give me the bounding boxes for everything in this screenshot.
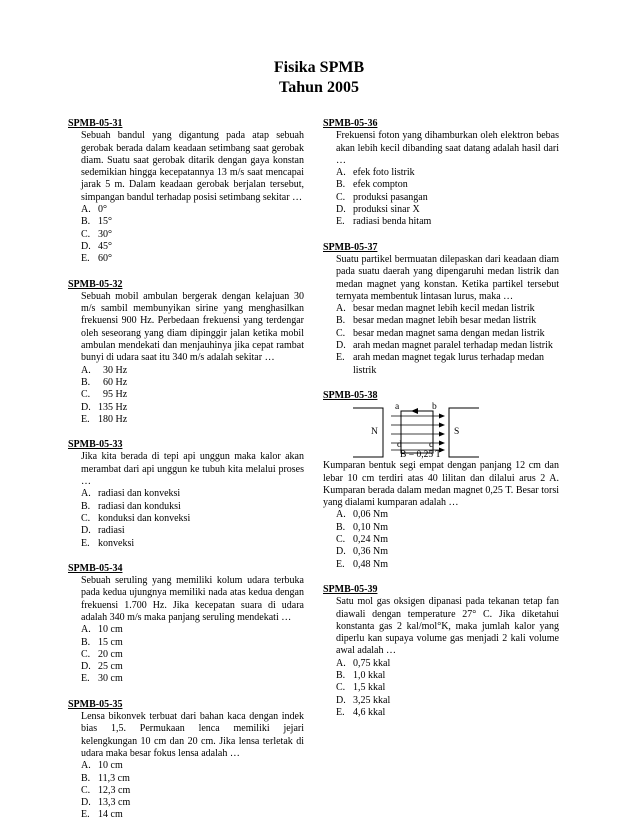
question-id: SPMB-05-35 [68,698,123,710]
option-key: E. [81,253,90,265]
answer-options [68,488,304,549]
question-spmb-05-33 [68,439,304,550]
answer-option [323,179,559,191]
option-text: 13,3 cm [98,797,131,809]
option-key: A. [336,167,346,179]
page-subtitle: Tahun 2005 [279,79,359,96]
current-arrow [411,408,418,414]
question-spmb-05-38 [323,390,559,571]
option-key: A. [81,624,91,636]
corner-c-label: c [429,440,434,451]
option-text: 0,36 Nm [353,546,388,558]
question-spmb-05-36 [323,118,559,229]
option-text: 11,3 cm [98,772,130,784]
option-key: E. [336,558,345,570]
option-text: 0,75 kkal [353,657,391,669]
answer-option [68,649,304,661]
answer-options [68,204,304,265]
option-key: C. [336,327,346,339]
answer-option [323,352,559,377]
option-key: C. [81,389,91,401]
option-text: 60° [98,253,112,265]
answer-option [68,488,304,500]
option-key: D. [81,240,91,252]
option-text: besar medan magnet lebih besar medan listrik [353,315,537,327]
option-key: C. [81,648,91,660]
option-key: E. [81,809,90,821]
option-key: A. [336,657,346,669]
answer-option [68,809,304,821]
answer-option [68,760,304,772]
question-spmb-05-34 [68,563,304,686]
question-spmb-05-39 [323,584,559,719]
option-text: produksi pasangan [353,191,428,203]
field-strength-label: B = 0,25 T [400,450,442,461]
question-text: Sebuah bandul yang digantung pada atap sebuah gerobak berada dalam keadaan setimbang saat gerobak diam. Suatu saat gerobak ditarik dengan gaya konstan sedemikian hingga kecepatannya 13 m/s saat mencapai jarak 5 m. Dalam keadaan gerobak berjalan tersebut, simpangan bandul terhadap posisi setimbang sekitar … [81,130,304,203]
option-key: C. [81,784,91,796]
answer-option [323,509,559,521]
answer-option [68,216,304,228]
option-key: A. [336,303,346,315]
answer-option [323,204,559,216]
option-text: 30 cm [98,673,123,685]
option-text: 15° [98,216,112,228]
question-text: Frekuensi foton yang dihamburkan oleh elektron bebas akan lebih kecil dibanding saat datang adalah hasil dari … [336,130,559,166]
answer-option [68,365,304,377]
question-text: Kumparan bentuk segi empat dengan panjang 12 cm dan lebar 10 cm terdiri atas 40 lilitan dan dilalui arus 2 A. Kumparan berada dalam medan magnet 0,25 T. Besar torsi yang dialami kumparan adalah … [323,460,559,509]
answer-option [68,389,304,401]
option-text: 12,3 cm [98,784,131,796]
answer-option [323,682,559,694]
corner-d-label: d [397,440,402,451]
corner-b-label: b [432,402,437,413]
question-spmb-05-32 [68,279,304,427]
option-key: D. [336,204,346,216]
right-column-questions [323,118,559,377]
answer-options [68,624,304,685]
answer-option [68,538,304,550]
answer-option [323,670,559,682]
answer-option [323,522,559,534]
option-text: besar medan magnet lebih kecil medan listrik [353,303,535,315]
option-key: E. [81,537,90,549]
answer-option [68,402,304,414]
option-text: radiasi [98,525,125,537]
north-pole-block [353,408,383,457]
answer-option [68,204,304,216]
option-text: 30 Hz [98,364,128,376]
option-key: A. [81,488,91,500]
answer-option [323,546,559,558]
option-key: D. [336,546,346,558]
answer-option [68,501,304,513]
option-text: 0,10 Nm [353,521,388,533]
question-id: SPMB-05-32 [68,278,123,290]
south-pole-label: S [454,427,460,438]
option-key: D. [81,661,91,673]
option-key: C. [81,228,91,240]
answer-option [323,328,559,340]
answer-option [68,773,304,785]
option-key: A. [81,364,91,376]
option-text: arah medan magnet tegak lurus terhadap medan listrik [353,352,547,376]
answer-option [323,707,559,719]
option-key: E. [81,413,90,425]
answer-option [323,303,559,315]
option-text: efek compton [353,179,408,191]
option-key: E. [336,352,345,364]
question-spmb-05-35 [68,699,304,822]
north-pole-label: N [371,427,378,438]
option-text: radiasi benda hitam [353,216,432,228]
option-key: B. [336,521,346,533]
option-text: 0,48 Nm [353,558,388,570]
answer-option [68,661,304,673]
option-key: D. [81,797,91,809]
answer-option [323,658,559,670]
answer-option [68,637,304,649]
option-text: efek foto listrik [353,167,415,179]
option-text: 1,0 kkal [353,669,386,681]
answer-option [68,229,304,241]
answer-option [68,673,304,685]
answer-option [323,340,559,352]
question-text: Suatu partikel bermuatan dilepaskan dari keadaan diam pada suatu daerah yang dipengaruhi medan listrik dan medan magnet yang konstan. Ketika partikel tersebut ternyata membentuk lintasan lurus, maka … [336,253,559,302]
answer-options [68,760,304,821]
option-text: 3,25 kkal [353,694,391,706]
option-key: B. [336,315,346,327]
option-text: radiasi dan konduksi [98,500,181,512]
field-arrowheads [439,414,445,453]
option-key: E. [336,216,345,228]
option-key: D. [336,340,346,352]
option-key: A. [81,760,91,772]
answer-option [323,167,559,179]
option-text: 0° [98,204,107,216]
option-key: B. [81,376,91,388]
corner-a-label: a [395,402,400,413]
option-text: 0,24 Nm [353,534,388,546]
option-text: konveksi [98,537,135,549]
question-text: Lensa bikonvek terbuat dari bahan kaca dengan indek bias 1,5. Permukaan lenca memiliki jejari kelengkungan 10 cm dan 20 cm. Jika lensa terletak di udara maka besar fokus lensa adalah … [81,711,304,759]
answer-option [323,192,559,204]
answer-option [323,695,559,707]
option-text: 45° [98,240,112,252]
option-text: 60 Hz [98,376,128,388]
question-id: SPMB-05-38 [323,389,378,401]
option-text: besar medan magnet sama dengan medan listrik [353,327,545,339]
option-text: 30° [98,228,112,240]
answer-option [323,534,559,546]
answer-option [68,377,304,389]
option-text: arah medan magnet paralel terhadap medan listrik [353,340,553,352]
question-id: SPMB-05-33 [68,439,123,451]
question-spmb-05-37 [323,242,559,377]
answer-options [323,167,559,228]
question-text: Sebuah seruling yang memiliki kolum udara terbuka pada kedua ujungnya memiliki nada atas kedua dengan frekuensi 1.700 Hz. Jika kecepatan suara di udara adalah 340 m/s maka panjang seruling mendekati … [81,575,304,623]
option-text: 15 cm [98,636,123,648]
option-text: 20 cm [98,648,123,660]
option-text: 14 cm [98,809,123,821]
option-text: 0,06 Nm [353,509,388,521]
option-key: C. [336,534,346,546]
option-key: D. [336,694,346,706]
answer-option [68,253,304,265]
option-key: B. [336,179,346,191]
option-text: 10 cm [98,760,123,772]
left-column [68,118,304,835]
option-key: E. [336,706,345,718]
option-key: E. [81,673,90,685]
option-key: A. [81,204,91,216]
answer-option [68,241,304,253]
answer-options [68,365,304,426]
question-text: Satu mol gas oksigen dipanasi pada tekanan tetap fan diawali dengan temperature 27° C. Jika diketahui konstanta gas 2 kal/mol°K, maka jumlah kalor yang diperlu kan supaya volume gas menjadi 2 kali volume awal adalah … [336,596,559,657]
answer-option [68,414,304,426]
option-text: 1,5 kkal [353,682,386,694]
answer-option [68,785,304,797]
answer-option [323,216,559,228]
option-text: produksi sinar X [353,204,420,216]
question-spmb-05-31 [68,118,304,266]
answer-options [323,658,559,719]
page-title: Fisika SPMB [273,59,365,76]
coil-diagram [323,402,559,460]
option-key: B. [81,500,91,512]
right-column [323,118,559,732]
option-text: 10 cm [98,624,123,636]
option-key: C. [81,512,91,524]
question-id: SPMB-05-39 [323,583,378,595]
option-key: B. [81,216,91,228]
option-key: D. [81,525,91,537]
option-key: B. [81,636,91,648]
answer-option [68,525,304,537]
option-key: B. [81,772,91,784]
option-key: B. [336,669,346,681]
option-key: D. [81,401,91,413]
question-text: Sebuah mobil ambulan bergerak dengan kelajuan 30 m/s sambil membunyikan sirine yang menghasilkan frekuensi 900 Hz. Perbedaan frekuensi yang terdengar oleh seseorang yang diam dipinggir jalan ketika mobil ambulan mendekati dan menjauhinya jika cepat rambat bunyi di udara saat itu 340 m/s adalah sekitar … [81,290,304,364]
option-text: 4,6 kkal [353,706,386,718]
option-text: radiasi dan konveksi [98,488,181,500]
option-key: A. [336,509,346,521]
answer-option [68,624,304,636]
answer-option [68,797,304,809]
answer-options [323,303,559,377]
answer-option [323,559,559,571]
option-text: 25 cm [98,661,123,673]
option-text: 180 Hz [98,413,128,425]
answer-option [68,513,304,525]
question-id: SPMB-05-31 [68,118,123,129]
option-text: 135 Hz [98,401,128,413]
question-id: SPMB-05-37 [323,241,378,253]
question-id: SPMB-05-36 [323,118,378,129]
answer-option [323,315,559,327]
option-text: 95 Hz [98,389,128,401]
option-key: C. [336,682,346,694]
answer-options [323,509,559,570]
option-text: konduksi dan konveksi [98,512,191,524]
option-key: C. [336,191,346,203]
question-id: SPMB-05-34 [68,562,123,574]
question-text: Jika kita berada di tepi api unggun maka kalor akan merambat dari api unggun ke tubuh kita melalui proses … [81,451,304,488]
